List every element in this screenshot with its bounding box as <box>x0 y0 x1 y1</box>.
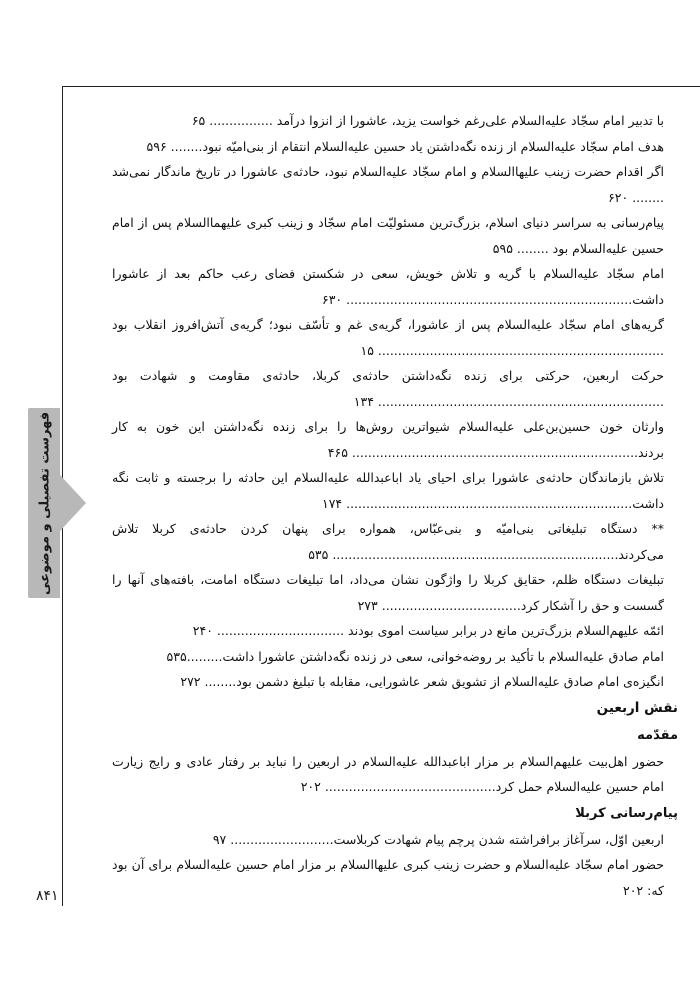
index-entry: وارثان خون حسین‌بن‌علی علیه‌السلام شیواترین روش‌ها را برای زنده نگه‌داشتن این خون به کار بردند........................................................................ ۴۶۵ <box>112 419 664 460</box>
index-entry: اربعین اوّل، سرآغاز برافراشته شدن پرچم پیام شهادت کربلاست.......................... ۹۷ <box>212 831 664 847</box>
index-content <box>112 108 678 903</box>
index-entry: هدف امام سجّاد علیه‌السلام از زنده نگه‌داشتن یاد حسین علیه‌السلام انتقام از بنی‌امیّه نبود........ ۵۹۶ <box>146 138 664 154</box>
index-entry: امام سجّاد علیه‌السلام با گریه و تلاش خویش، سعی در شکستن فضای رعب حاکم بعد از عاشورا داشت........................................................................ ۶۳۰ <box>112 266 664 307</box>
index-entry: ائمّه علیهم‌السلام بزرگ‌ترین مانع در برابر سیاست اموی بودند ................................ ۲۴۰ <box>192 623 664 638</box>
index-entry: حضور امام سجّاد علیه‌السلام و حضرت زینب کبری علیهاالسلام بر مزار امام حسین علیه‌السلام برای آن بود که: ۲۰۲ <box>112 857 664 898</box>
index-entry: اگر اقدام حضرت زینب علیهاالسلام و امام سجّاد علیه‌السلام نبود، حادثه‌ی عاشورا در تاریخ ماندگار نمی‌شد ........ ۶۲۰ <box>112 164 664 205</box>
section-heading: نقش اربعین <box>596 699 678 716</box>
index-entry-list-c <box>112 827 664 904</box>
index-entry: تلاش بازماندگان حادثه‌ی عاشورا برای احیای یاد اباعبدالله علیه‌السلام این حادثه را برجسته و ثابت نگه داشت........................................................................ ۱۷۴ <box>112 470 664 511</box>
side-tab-arrow <box>60 475 86 531</box>
section-subheading: پیام‌رسانی کربلا <box>575 805 678 821</box>
index-entry-list-a <box>112 108 664 695</box>
index-entry: امام صادق علیه‌السلام با تأکید بر روضه‌خوانی، سعی در زنده نگه‌داشتن عاشورا داشت.........۵۳۵ <box>166 648 664 664</box>
page-number: ۸۴۱ <box>36 888 59 904</box>
index-entry: ** دستگاه تبلیغاتی بنی‌امیّه و بنی‌عبّاس، همواره برای پنهان کردن حادثه‌ی کربلا تلاش می‌کردند........................................................................ ۵۳۵ <box>112 521 664 562</box>
index-entry: پیام‌رسانی به سراسر دنیای اسلام، بزرگ‌ترین مسئولیّت امام سجّاد و زینب کبری علیهماالسلام پس از امام حسین علیه‌السلام بود ........ ۵۹۵ <box>112 215 664 256</box>
index-entry: با تدبیر امام سجّاد علیه‌السلام علی‌رغم خواست یزید، عاشورا از انزوا درآمد ................ ۶۵ <box>191 113 664 128</box>
index-entry: حرکت اربعین، حرکتی برای زنده نگه‌داشتن حادثه‌ی کربلا، حادثه‌ی مقاومت و شهادت بود ........................................................................ ۱۳۴ <box>112 368 664 409</box>
index-entry-list-b <box>112 749 664 800</box>
index-entry: انگیزه‌ی امام صادق علیه‌السلام از تشویق شعر عاشورایی، مقابله با تبلیغ دشمن بود........ ۲۷۲ <box>180 674 664 689</box>
side-tab-label: فهرست تفصیلی و موضوعی <box>37 411 53 595</box>
index-entry: گریه‌های امام سجّاد علیه‌السلام پس از عاشورا، گریه‌ی غم و تأسّف نبود؛ گریه‌ی آتش‌افروز انقلاب بود ........................................................................ ۱۵ <box>112 317 664 358</box>
index-entry: تبلیغات دستگاه ظلم، حقایق کربلا را واژگون نشان می‌داد، اما تبلیغات دستگاه امامت، بافته‌های آنها را گسست و حق را آشکار کرد................................... ۲۷۳ <box>112 572 664 613</box>
index-entry: حضور اهل‌بیت علیهم‌السلام بر مزار اباعبدالله علیه‌السلام در اربعین را نباید بر رفتار عادی و رایج زیارت امام حسین علیه‌السلام حمل کرد........................................... ۲۰۲ <box>112 753 664 794</box>
section-subheading: مقدّمه <box>637 727 678 743</box>
page-frame-top-rule <box>62 86 700 87</box>
